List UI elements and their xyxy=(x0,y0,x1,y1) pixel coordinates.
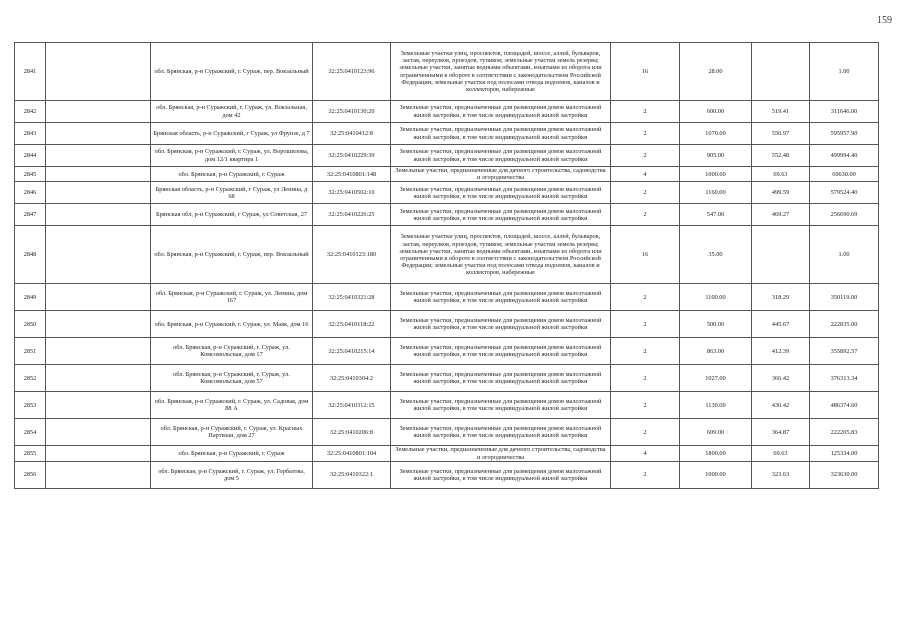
cadastral-number-cell: 32:25:0410304:2 xyxy=(313,365,391,392)
address-cell: обл. Брянская, р-н Суражский, г. Сураж, ул. Ленина, дом 167 xyxy=(151,284,313,311)
area-cell: 1130.00 xyxy=(680,392,752,419)
cadastral-number-cell: 32:25:0410321:28 xyxy=(313,284,391,311)
land-use-group-cell: 2 xyxy=(611,182,680,204)
cadastral-value-cell: 1.00 xyxy=(810,43,879,101)
land-use-cell: Земельные участки, предназначенные для дачного строительства, садоводства и огородничества xyxy=(391,167,611,182)
blank-cell xyxy=(46,101,151,123)
cadastral-number-cell: 32:25:0410226:25 xyxy=(313,204,391,226)
cadastral-value-cell: 355892.57 xyxy=(810,338,879,365)
specific-value-cell: 412.39 xyxy=(752,338,810,365)
land-use-cell: Земельные участки улиц, проспектов, площадей, шоссе, аллей, бульваров, застав, переулков, проездов, тупиков; земельные участки земель резерва; земельные участки, занятые водными объектами, изъятыми из оборота или ограниченными в обороте в соответствии с законодательством Российской Федерации; земельные участки под полосами отвода водоемов, каналов и коллекторов, набережные xyxy=(391,226,611,284)
page-number: 159 xyxy=(877,15,892,26)
land-use-cell: Земельные участки, предназначенные для размещения домов малоэтажной жилой застройки, в том числе индивидуальной жилой застройки xyxy=(391,338,611,365)
land-use-cell: Земельные участки улиц, проспектов, площадей, шоссе, аллей, бульваров, застав, переулков, проездов, тупиков; земельные участки земель резерва; земельные участки, занятые водными объектами, изъятыми из оборота или ограниченными в обороте в соответствии с законодательством Российской Федерации; земельные участки под полосами отвода водоемов, каналов и коллекторов, набережные xyxy=(391,43,611,101)
address-cell: обл. Брянская, р-н Суражский, г. Сураж, пер. Вокзальный xyxy=(151,43,313,101)
area-cell: 1027.00 xyxy=(680,365,752,392)
cadastral-number-cell: 32:25:0410412:8 xyxy=(313,123,391,145)
area-cell: 1070.00 xyxy=(680,123,752,145)
land-use-cell: Земельные участки, предназначенные для размещения домов малоэтажной жилой застройки, в том числе индивидуальной жилой застройки xyxy=(391,123,611,145)
address-cell: обл. Брянская, р-н Суражский, г. Сураж, ул. Комсомольская, дом 57 xyxy=(151,365,313,392)
row-number-cell: 2841 xyxy=(15,43,46,101)
row-number-cell: 2856 xyxy=(15,461,46,488)
area-cell: 1160.00 xyxy=(680,182,752,204)
row-number-cell: 2849 xyxy=(15,284,46,311)
address-cell: обл. Брянская, р-н Суражский, г. Сураж, ул. Красных Партизан, дом 27 xyxy=(151,419,313,446)
row-number-cell: 2847 xyxy=(15,204,46,226)
cadastral-value-cell: 350119.00 xyxy=(810,284,879,311)
table-row xyxy=(15,226,879,284)
land-use-group-cell: 2 xyxy=(611,338,680,365)
cadastral-number-cell: 32:25:0410229:39 xyxy=(313,145,391,167)
table-body xyxy=(15,43,879,489)
land-use-group-cell: 16 xyxy=(611,226,680,284)
row-number-cell: 2842 xyxy=(15,101,46,123)
blank-cell xyxy=(46,43,151,101)
cadastral-value-cell: 69630.00 xyxy=(810,167,879,182)
address-cell: обл. Брянская, р-н Суражский, г. Сураж, пер. Вокзальный xyxy=(151,226,313,284)
cadastral-value-cell: 1.00 xyxy=(810,226,879,284)
specific-value-cell: 318.29 xyxy=(752,284,810,311)
land-use-cell: Земельные участки, предназначенные для дачного строительства, садоводства и огородничества xyxy=(391,446,611,461)
table-row xyxy=(15,392,879,419)
land-use-group-cell: 2 xyxy=(611,419,680,446)
row-number-cell: 2846 xyxy=(15,182,46,204)
blank-cell xyxy=(46,419,151,446)
land-use-cell: Земельные участки, предназначенные для размещения домов малоэтажной жилой застройки, в том числе индивидуальной жилой застройки xyxy=(391,101,611,123)
cadastral-number-cell: 32:25:0410130:20 xyxy=(313,101,391,123)
table-row xyxy=(15,461,879,488)
table-row xyxy=(15,123,879,145)
land-use-group-cell: 2 xyxy=(611,392,680,419)
land-use-cell: Земельные участки, предназначенные для размещения домов малоэтажной жилой застройки, в том числе индивидуальной жилой застройки xyxy=(391,145,611,167)
blank-cell xyxy=(46,182,151,204)
cadastral-value-cell: 579524.40 xyxy=(810,182,879,204)
land-use-group-cell: 2 xyxy=(611,145,680,167)
table-row xyxy=(15,365,879,392)
specific-value-cell: 366.42 xyxy=(752,365,810,392)
cadastral-value-cell: 222835.00 xyxy=(810,311,879,338)
specific-value-cell: 430.42 xyxy=(752,392,810,419)
cadastral-number-cell: 32:25:0410801:148 xyxy=(313,167,391,182)
address-cell: Брянская обл, р-н Суражский, г Сураж, ул Советская, 27 xyxy=(151,204,313,226)
area-cell: 609.00 xyxy=(680,419,752,446)
specific-value-cell: 445.67 xyxy=(752,311,810,338)
row-number-cell: 2850 xyxy=(15,311,46,338)
cadastral-value-cell: 222205.83 xyxy=(810,419,879,446)
row-number-cell: 2853 xyxy=(15,392,46,419)
area-cell: 547.00 xyxy=(680,204,752,226)
table-row xyxy=(15,311,879,338)
area-cell: 905.00 xyxy=(680,145,752,167)
row-number-cell: 2845 xyxy=(15,167,46,182)
address-cell: Брянская область, р-н Суражский, г Сураж, ул Ленина, д 68 xyxy=(151,182,313,204)
table-row xyxy=(15,446,879,461)
cadastral-value-cell: 125334.00 xyxy=(810,446,879,461)
cadastral-value-cell: 323630.00 xyxy=(810,461,879,488)
cadastral-number-cell: 32:25:0410206:8 xyxy=(313,419,391,446)
specific-value-cell xyxy=(752,43,810,101)
address-cell: обл. Брянская, р-н Суражский, г. Сураж xyxy=(151,167,313,182)
address-cell: обл. Брянская, р-н Суражский, г. Сураж, ул. Вокзальная, дом 42 xyxy=(151,101,313,123)
land-use-group-cell: 2 xyxy=(611,123,680,145)
address-cell: обл. Брянская, р-н Суражский, г. Сураж, ул. Маяк, дом 16 xyxy=(151,311,313,338)
cadastral-number-cell: 32:25:0410322:1 xyxy=(313,461,391,488)
cadastral-value-cell: 595957.90 xyxy=(810,123,879,145)
address-cell: обл. Брянская, р-н Суражский, г. Сураж, ул. Горбатова, дом 5 xyxy=(151,461,313,488)
table-row xyxy=(15,167,879,182)
blank-cell xyxy=(46,167,151,182)
area-cell: 600.00 xyxy=(680,101,752,123)
blank-cell xyxy=(46,338,151,365)
land-use-group-cell: 4 xyxy=(611,167,680,182)
cadastral-number-cell: 32:25:0410118:22 xyxy=(313,311,391,338)
area-cell: 1100.00 xyxy=(680,284,752,311)
land-use-cell: Земельные участки, предназначенные для размещения домов малоэтажной жилой застройки, в том числе индивидуальной жилой застройки xyxy=(391,182,611,204)
cadastral-value-cell: 486374.60 xyxy=(810,392,879,419)
cadastral-number-cell: 32:25:0410215:14 xyxy=(313,338,391,365)
blank-cell xyxy=(46,226,151,284)
cadastral-value-cell: 311646.00 xyxy=(810,101,879,123)
area-cell: 35.00 xyxy=(680,226,752,284)
blank-cell xyxy=(46,392,151,419)
land-use-group-cell: 2 xyxy=(611,101,680,123)
cadastral-value-cell: 256690.69 xyxy=(810,204,879,226)
table-row xyxy=(15,419,879,446)
table-row xyxy=(15,145,879,167)
row-number-cell: 2843 xyxy=(15,123,46,145)
address-cell: Брянская область, р-н Суражский, г Сураж, ул Фрунзе, д 7 xyxy=(151,123,313,145)
area-cell: 863.00 xyxy=(680,338,752,365)
land-use-cell: Земельные участки, предназначенные для размещения домов малоэтажной жилой застройки, в том числе индивидуальной жилой застройки xyxy=(391,392,611,419)
address-cell: обл. Брянская, р-н Суражский, г. Сураж, ул. Садовая, дом 88 А xyxy=(151,392,313,419)
specific-value-cell: 519.41 xyxy=(752,101,810,123)
blank-cell xyxy=(46,311,151,338)
address-cell: обл. Брянская, р-н Суражский, г. Сураж xyxy=(151,446,313,461)
cadastral-number-cell: 32:25:0410312:15 xyxy=(313,392,391,419)
blank-cell xyxy=(46,145,151,167)
land-use-cell: Земельные участки, предназначенные для размещения домов малоэтажной жилой застройки, в том числе индивидуальной жилой застройки xyxy=(391,284,611,311)
land-use-group-cell: 16 xyxy=(611,43,680,101)
blank-cell xyxy=(46,365,151,392)
row-number-cell: 2854 xyxy=(15,419,46,446)
table-row xyxy=(15,43,879,101)
table-row xyxy=(15,284,879,311)
row-number-cell: 2848 xyxy=(15,226,46,284)
cadastral-value-cell: 499994.40 xyxy=(810,145,879,167)
cadastral-value-cell: 376313.34 xyxy=(810,365,879,392)
area-cell: 1000.00 xyxy=(680,461,752,488)
cadastral-number-cell: 32:25:0410123:96 xyxy=(313,43,391,101)
row-number-cell: 2844 xyxy=(15,145,46,167)
blank-cell xyxy=(46,461,151,488)
address-cell: обл. Брянская, р-н Суражский, г. Сураж, ул. Ворошилова, дом 12/1 квартира 1 xyxy=(151,145,313,167)
row-number-cell: 2852 xyxy=(15,365,46,392)
specific-value-cell: 556.97 xyxy=(752,123,810,145)
land-use-cell: Земельные участки, предназначенные для размещения домов малоэтажной жилой застройки, в том числе индивидуальной жилой застройки xyxy=(391,311,611,338)
land-use-cell: Земельные участки, предназначенные для размещения домов малоэтажной жилой застройки, в том числе индивидуальной жилой застройки xyxy=(391,461,611,488)
table-row xyxy=(15,101,879,123)
table-row xyxy=(15,182,879,204)
land-use-group-cell: 2 xyxy=(611,461,680,488)
blank-cell xyxy=(46,284,151,311)
blank-cell xyxy=(46,123,151,145)
area-cell: 500.00 xyxy=(680,311,752,338)
area-cell: 28.00 xyxy=(680,43,752,101)
land-use-group-cell: 2 xyxy=(611,311,680,338)
land-use-group-cell: 2 xyxy=(611,365,680,392)
specific-value-cell: 69.63 xyxy=(752,167,810,182)
land-use-group-cell: 4 xyxy=(611,446,680,461)
land-use-group-cell: 2 xyxy=(611,204,680,226)
specific-value-cell: 69.63 xyxy=(752,446,810,461)
land-use-cell: Земельные участки, предназначенные для размещения домов малоэтажной жилой застройки, в том числе индивидуальной жилой застройки xyxy=(391,365,611,392)
blank-cell xyxy=(46,446,151,461)
specific-value-cell xyxy=(752,226,810,284)
cadastral-number-cell: 32:25:0410801:104 xyxy=(313,446,391,461)
row-number-cell: 2855 xyxy=(15,446,46,461)
cadastral-value-table xyxy=(14,42,879,489)
land-use-cell: Земельные участки, предназначенные для размещения домов малоэтажной жилой застройки, в том числе индивидуальной жилой застройки xyxy=(391,419,611,446)
cadastral-number-cell: 32:25:0410502:10 xyxy=(313,182,391,204)
address-cell: обл. Брянская, р-н Суражский, г. Сураж, ул. Комсомольская, дом 17 xyxy=(151,338,313,365)
table-row xyxy=(15,204,879,226)
specific-value-cell: 499.59 xyxy=(752,182,810,204)
table-row xyxy=(15,338,879,365)
area-cell: 1000.00 xyxy=(680,167,752,182)
specific-value-cell: 552.48 xyxy=(752,145,810,167)
specific-value-cell: 323.63 xyxy=(752,461,810,488)
land-use-group-cell: 2 xyxy=(611,284,680,311)
specific-value-cell: 469.27 xyxy=(752,204,810,226)
blank-cell xyxy=(46,204,151,226)
cadastral-number-cell: 32:25:0410123:180 xyxy=(313,226,391,284)
area-cell: 1800.00 xyxy=(680,446,752,461)
row-number-cell: 2851 xyxy=(15,338,46,365)
land-use-cell: Земельные участки, предназначенные для размещения домов малоэтажной жилой застройки, в том числе индивидуальной жилой застройки xyxy=(391,204,611,226)
specific-value-cell: 364.87 xyxy=(752,419,810,446)
